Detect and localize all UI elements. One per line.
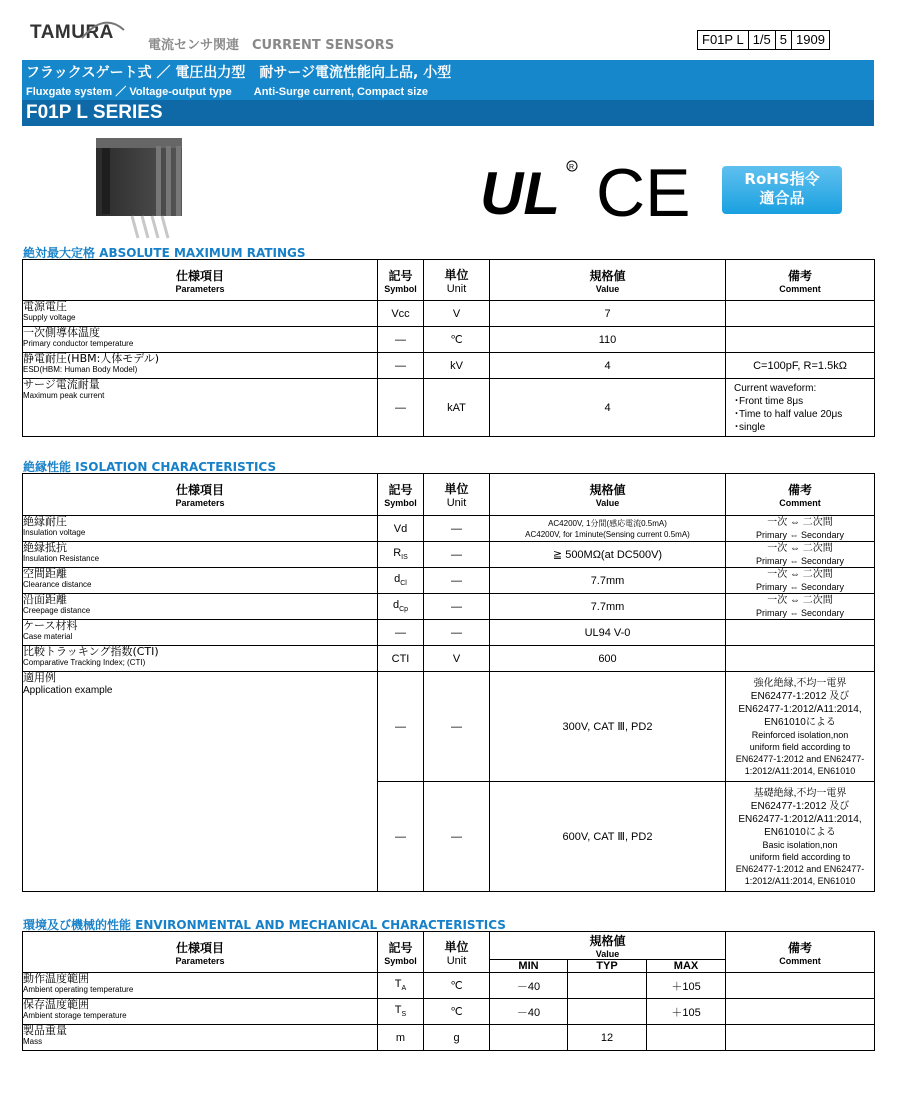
table-cell: — (424, 516, 490, 542)
cell-text: EN62477-1:2012 及び (750, 690, 850, 702)
table-cell (647, 1025, 726, 1051)
table-cell (726, 474, 875, 516)
table-cell (568, 999, 647, 1025)
cell-text: R (393, 547, 402, 560)
table-cell: — (424, 620, 490, 646)
cell-text: uniform field according to (749, 851, 851, 862)
cell-text: 仕様項目 (175, 940, 224, 955)
product-image (92, 136, 188, 240)
cell-text: 規格値 (589, 268, 626, 283)
cell-text: Symbol (384, 283, 417, 294)
cell-text: 一次 ⇔ 二次間 (767, 542, 833, 554)
table-cell (23, 542, 378, 568)
cell-text: Cp (399, 606, 409, 614)
table-cell: 4 (490, 353, 726, 379)
table-cell (23, 568, 378, 594)
table-row (23, 327, 875, 353)
table-cell (23, 1025, 378, 1051)
environmental-table (22, 931, 875, 1051)
cell-text: Primary ⇔ Secondary (755, 607, 845, 618)
cell-text: uniform field according to (749, 741, 851, 752)
cell-text: 一次 ⇔ 二次間 (767, 568, 833, 580)
doc-ref-page: 1/5 (748, 30, 776, 50)
ce-mark-text: CE (596, 160, 691, 220)
cell-text: Primary conductor temperature (23, 339, 134, 348)
table-cell (378, 999, 424, 1025)
cell-text: d (392, 599, 400, 612)
cell-text: Unit (446, 497, 467, 509)
cell-text: Symbol (384, 955, 417, 966)
cell-text: Clearance distance (23, 580, 92, 589)
table-cell (23, 301, 378, 327)
cell-text: Comment (779, 498, 821, 508)
cell-text: Parameters (175, 955, 225, 966)
table-cell: TYP (568, 960, 647, 973)
tamura-logo: TAMURA (30, 22, 114, 43)
table-cell (726, 932, 875, 973)
cell-text: Value (595, 498, 620, 508)
table-cell (726, 672, 875, 782)
table-cell: －40 (490, 999, 568, 1025)
cell-text: 記号 (388, 940, 413, 955)
table-cell: 12 (568, 1025, 647, 1051)
cell-text: 備考 (788, 940, 813, 955)
series-title: F01P L SERIES (26, 102, 163, 123)
cell-text: EN61010による (764, 716, 836, 728)
table-row (23, 620, 875, 646)
cell-text: Unit (446, 954, 467, 967)
cell-text: 記号 (388, 483, 413, 497)
table-cell (23, 327, 378, 353)
cell-text: サージ電流耐量 (23, 378, 100, 391)
doc-ref-date: 1909 (791, 30, 830, 50)
table-cell (378, 594, 424, 620)
cell-text: Reinforced isolation,non (751, 729, 849, 740)
cell-text: Comment (779, 955, 821, 966)
table-cell: V (424, 301, 490, 327)
col-parameters (23, 260, 378, 301)
table-cell (23, 620, 378, 646)
table-header-row (23, 260, 875, 301)
table-row (23, 379, 875, 437)
table-row (23, 301, 875, 327)
cell-text: ESD(HBM: Human Body Model) (23, 365, 138, 374)
table-cell (378, 542, 424, 568)
doc-ref-rev: 5 (775, 30, 792, 50)
table-cell (23, 474, 378, 516)
table-cell (378, 932, 424, 973)
isolation-table (22, 473, 875, 892)
table-cell (726, 542, 875, 568)
table-row (23, 999, 875, 1025)
cell-text: EN62477-1:2012 及び (750, 800, 850, 812)
cell-text: 1:2012/A11:2014, EN61010 (744, 765, 856, 776)
table-cell: C=100pF, R=1.5kΩ (726, 353, 875, 379)
table-cell: ≧ 500MΩ(at DC500V) (490, 542, 726, 568)
cell-text: Cl (400, 580, 407, 588)
table-cell (726, 568, 875, 594)
document-reference (698, 30, 830, 50)
environmental-title: 環境及び機械的性能 ENVIRONMENTAL AND MECHANICAL CHARACTERISTICS (23, 918, 506, 932)
cell-text: AC4200V, 1分間(感応電流0.5mA) (548, 518, 667, 528)
cell-text: Basic isolation,non (762, 839, 838, 850)
table-cell: — (424, 672, 490, 782)
table-row (23, 646, 875, 672)
surge-comment (726, 379, 875, 437)
cell-text: 単位 (444, 267, 469, 282)
cell-text: 一次 ⇔ 二次間 (767, 516, 833, 528)
logo-arc-icon (78, 16, 128, 42)
table-cell: 7.7mm (490, 594, 726, 620)
table-cell: kV (424, 353, 490, 379)
table-row (23, 542, 875, 568)
cell-text: Application example (23, 685, 113, 696)
cell-text: Ambient operating temperature (23, 985, 134, 994)
table-cell: CTI (378, 646, 424, 672)
rohs-line2: 適合品 (759, 189, 805, 207)
table-cell: 600 (490, 646, 726, 672)
table-cell (726, 1025, 875, 1051)
table-cell: 110 (490, 327, 726, 353)
cell-text: Case material (23, 632, 73, 641)
col-symbol (378, 260, 424, 301)
cell-text: AC4200V, for 1minute(Sensing current 0.5mA) (525, 529, 690, 539)
cell-text: EN62477-1:2012/A11:2014, (738, 703, 862, 715)
cell-text: 単位 (444, 939, 469, 954)
cell-text: S (401, 1011, 407, 1019)
cell-text: Primary ⇔ Secondary (755, 529, 845, 540)
table-cell: — (424, 568, 490, 594)
cell-text: A (401, 985, 407, 993)
table-cell (490, 1025, 568, 1051)
cell-text: 仕様項目 (175, 483, 224, 497)
table-cell (378, 973, 424, 999)
header-title: 電流センサ関連 CURRENT SENSORS (148, 38, 395, 53)
cell-text: 比較トラッキング指数(CTI) (23, 645, 159, 658)
table-cell (490, 932, 726, 960)
cell-text: Ambient storage temperature (23, 1011, 127, 1020)
cell-text: Creepage distance (23, 606, 91, 615)
table-header-row (23, 474, 875, 516)
cell-text: EN61010による (764, 826, 836, 838)
cell-text: EN62477-1:2012 and EN62477- (735, 863, 865, 874)
table-cell (726, 782, 875, 892)
table-cell: m (378, 1025, 424, 1051)
table-cell: — (378, 672, 424, 782)
cell-text: 基礎絶縁,不均一電界 (753, 787, 847, 799)
table-cell (726, 301, 875, 327)
table-cell: — (378, 327, 424, 353)
svg-text:R: R (569, 164, 575, 171)
cell-text: 1:2012/A11:2014, EN61010 (744, 875, 856, 886)
cell-text: 一次側導体温度 (23, 326, 100, 339)
table-cell: — (378, 353, 424, 379)
table-cell: ℃ (424, 999, 490, 1025)
table-row (23, 672, 875, 782)
table-cell: g (424, 1025, 490, 1051)
series-title-bar (22, 100, 874, 126)
cell-text: 規格値 (589, 483, 626, 497)
table-row (23, 594, 875, 620)
cell-text: 備考 (787, 268, 812, 283)
table-cell (23, 379, 378, 437)
cell-text: ･single (734, 421, 766, 433)
cell-text: Current waveform: (734, 382, 817, 394)
cell-text: 適用例 (23, 671, 56, 684)
table-cell: — (378, 782, 424, 892)
application-example (23, 672, 378, 892)
product-banner (22, 60, 874, 100)
cell-text: 電源電圧 (23, 300, 67, 313)
cell-text: Mass (23, 1037, 43, 1046)
cell-text: Primary ⇔ Secondary (755, 581, 845, 592)
table-cell (726, 646, 875, 672)
table-row (23, 353, 875, 379)
cell-text: EN62477-1:2012/A11:2014, (738, 813, 862, 825)
table-cell (23, 646, 378, 672)
cell-text: Comparative Tracking Index; (CTI) (23, 658, 146, 667)
cell-text: Parameters (175, 283, 225, 294)
abs-max-title: 絶対最大定格 ABSOLUTE MAXIMUM RATINGS (23, 246, 306, 260)
cell-text: 空間距離 (23, 567, 67, 580)
table-cell: kAT (424, 379, 490, 437)
table-cell: ＋105 (647, 973, 726, 999)
cell-text: 記号 (388, 268, 413, 283)
table-cell (424, 474, 490, 516)
cell-text: Value (595, 949, 620, 959)
table-cell: UL94 V-0 (490, 620, 726, 646)
cell-text: Parameters (175, 498, 225, 508)
table-cell: — (424, 594, 490, 620)
table-cell: — (378, 379, 424, 437)
table-cell (23, 594, 378, 620)
cell-text: 沿面距離 (23, 593, 67, 606)
table-cell (726, 327, 875, 353)
table-cell: Vcc (378, 301, 424, 327)
cell-text: IS (401, 554, 408, 562)
table-cell: MIN (490, 960, 568, 973)
table-cell: 7 (490, 301, 726, 327)
table-cell: MAX (647, 960, 726, 973)
cell-text: 保存温度範囲 (23, 998, 89, 1011)
table-cell (378, 474, 424, 516)
table-cell (726, 620, 875, 646)
cell-text: EN62477-1:2012 and EN62477- (735, 753, 865, 764)
cell-text: 絶縁耐圧 (23, 515, 67, 528)
doc-ref-model: F01P L (697, 30, 749, 50)
ul-mark-text: UL (480, 160, 560, 220)
cell-text: 動作温度範囲 (23, 972, 89, 985)
table-cell (378, 568, 424, 594)
table-cell: 7.7mm (490, 568, 726, 594)
cell-text: ･Time to half value 20μs (734, 408, 843, 420)
table-cell: ℃ (424, 973, 490, 999)
col-value (490, 260, 726, 301)
table-cell (23, 999, 378, 1025)
table-cell: 4 (490, 379, 726, 437)
table-cell (23, 353, 378, 379)
isolation-title: 絶縁性能 ISOLATION CHARACTERISTICS (23, 460, 277, 474)
cell-text: Unit (446, 282, 467, 295)
table-cell (490, 516, 726, 542)
table-cell: Vd (378, 516, 424, 542)
table-cell (23, 973, 378, 999)
cell-text: 単位 (444, 482, 469, 496)
table-row (23, 1025, 875, 1051)
table-cell: V (424, 646, 490, 672)
banner-jp: フラックスゲート式 ／ 電圧出力型 耐サージ電流性能向上品, 小型 (26, 65, 452, 81)
table-cell: －40 (490, 973, 568, 999)
table-cell (726, 973, 875, 999)
table-cell: — (378, 620, 424, 646)
table-cell: ＋105 (647, 999, 726, 1025)
banner-en: Fluxgate system ／ Voltage-output type Anti-Surge current, Compact size (26, 86, 428, 98)
table-cell: 600V, CAT Ⅲ, PD2 (490, 782, 726, 892)
table-row (23, 973, 875, 999)
cell-text: Insulation voltage (23, 528, 86, 537)
cell-text: 強化絶縁,不均一電界 (753, 677, 847, 689)
cell-text: Supply voltage (23, 313, 76, 322)
cell-text: Value (595, 283, 620, 294)
table-cell: ℃ (424, 327, 490, 353)
cell-text: 一次 ⇔ 二次間 (767, 594, 833, 606)
table-cell (568, 973, 647, 999)
cell-text: 規格値 (589, 934, 626, 948)
cell-text: 静電耐圧(HBM:人体モデル) (23, 352, 160, 365)
ce-mark-icon (596, 160, 692, 220)
table-cell (424, 932, 490, 973)
table-row (23, 568, 875, 594)
table-cell (726, 516, 875, 542)
table-cell (726, 594, 875, 620)
table-cell: — (424, 542, 490, 568)
table-cell (23, 932, 378, 973)
cell-text: Symbol (384, 498, 417, 508)
table-header-row (23, 932, 875, 960)
cell-text: Maximum peak current (23, 391, 105, 400)
cell-text: 備考 (787, 483, 812, 497)
cell-text: d (394, 573, 401, 586)
col-comment (726, 260, 875, 301)
col-unit (424, 260, 490, 301)
abs-max-table (22, 259, 875, 437)
cell-text: Insulation Resistance (23, 554, 100, 563)
cell-text: 仕様項目 (175, 268, 224, 283)
table-cell (726, 999, 875, 1025)
rohs-line1: RoHS指令 (744, 170, 820, 188)
rohs-badge (722, 166, 842, 214)
table-cell (490, 474, 726, 516)
cell-text: T (394, 978, 402, 991)
cell-text: Primary ⇔ Secondary (755, 555, 845, 566)
cell-text: 絶縁抵抗 (23, 541, 67, 554)
cell-text: T (394, 1004, 402, 1017)
cell-text: 製品重量 (23, 1024, 67, 1037)
ul-mark-icon (478, 160, 578, 220)
table-cell: — (424, 782, 490, 892)
table-cell: 300V, CAT Ⅲ, PD2 (490, 672, 726, 782)
cell-text: Comment (779, 283, 821, 294)
table-row (23, 516, 875, 542)
cell-text: ケース材料 (23, 619, 78, 632)
cell-text: ･Front time 8μs (734, 395, 804, 407)
table-cell (23, 516, 378, 542)
